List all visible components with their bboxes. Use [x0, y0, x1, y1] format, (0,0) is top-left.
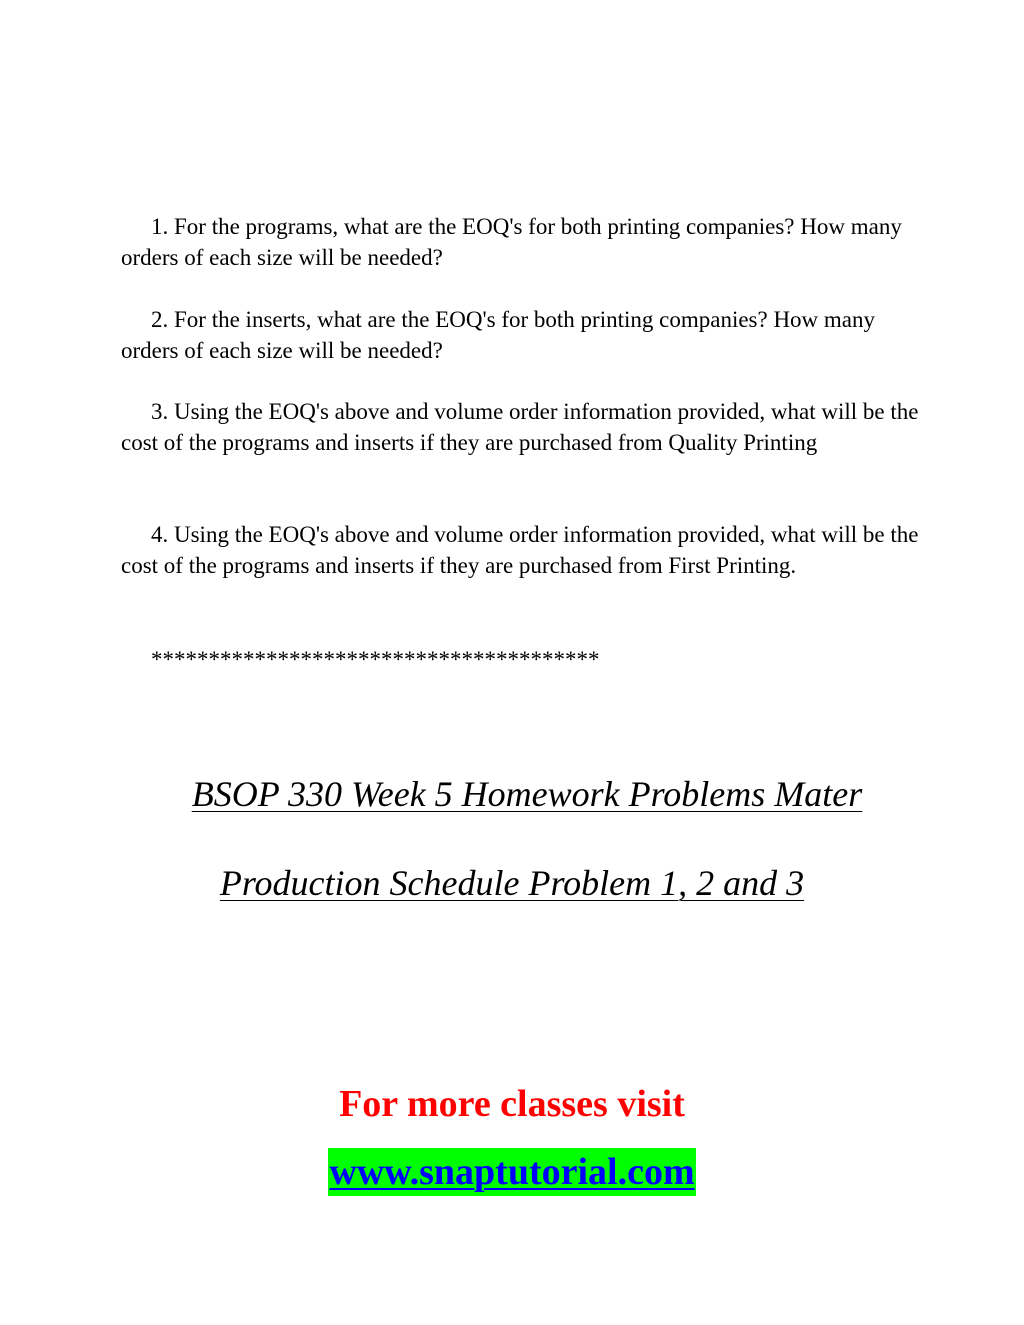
- promo-text: For more classes visit: [339, 1083, 685, 1125]
- website-link[interactable]: www.snaptutorial.com: [328, 1148, 695, 1196]
- promo-link-wrapper: [0, 1148, 1024, 1196]
- question-1: 1. For the programs, what are the EOQ's for both printing companies? How many orders of each size will be needed?: [121, 214, 902, 270]
- heading-problem-title: Production Schedule Problem 1, 2 and 3: [219, 863, 805, 903]
- question-4: 4. Using the EOQ's above and volume order information provided, what will be the cost of the programs and inserts if they are purchased from First Printing.: [121, 522, 919, 578]
- question-3: 3. Using the EOQ's above and volume order information provided, what will be the cost of the programs and inserts if they are purchased from Quality Printing: [121, 399, 919, 455]
- question-2: 2. For the inserts, what are the EOQ's for both printing companies? How many orders of each size will be needed?: [121, 307, 876, 363]
- heading-course-title: BSOP 330 Week 5 Homework Problems Mater: [191, 774, 863, 814]
- asterisk-divider: ***************************************: [151, 647, 600, 672]
